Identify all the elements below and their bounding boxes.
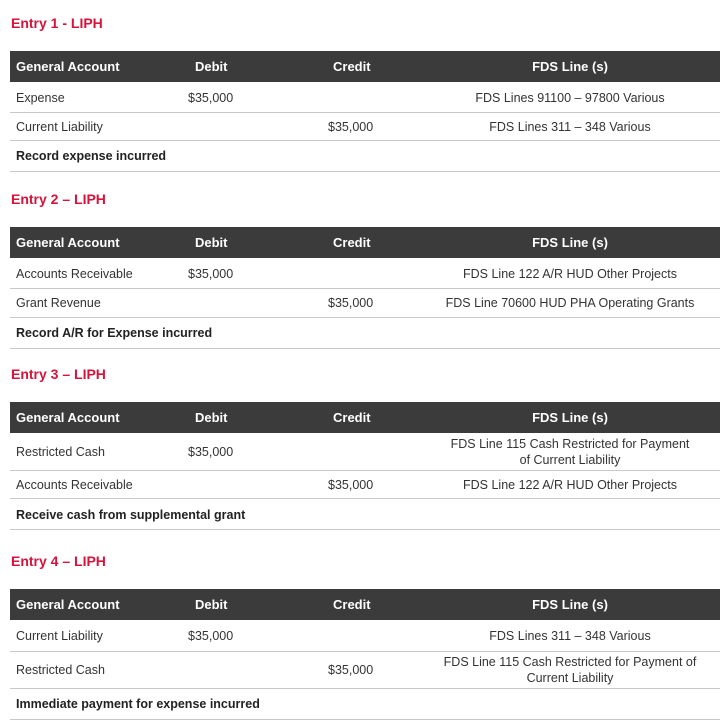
credit-cell: $35,000 [328,120,374,134]
fds-cell: FDS Lines 311 – 348 Various [489,629,651,643]
header-fds-line: FDS Line (s) [532,597,608,612]
table-row [10,113,720,141]
header-fds-line: FDS Line (s) [532,59,608,74]
table-row [10,471,720,499]
header-general-account: General Account [16,59,120,74]
table-row [10,258,720,289]
credit-cell: $35,000 [328,663,374,677]
account-cell: Current Liability [16,120,103,134]
account-cell: Grant Revenue [16,296,101,310]
debit-cell: $35,000 [188,629,234,643]
note-row [10,499,720,530]
table-header [10,227,720,258]
table-row [10,652,720,689]
header-credit: Credit [333,410,371,425]
account-cell: Restricted Cash [16,445,105,459]
account-cell: Accounts Receivable [16,267,133,281]
note-row [10,141,720,172]
fds-cell: FDS Line 115 Cash Restricted for Payment of Current Liability [450,437,690,467]
entry-1-title: Entry 1 - LIPH [11,15,103,31]
header-credit: Credit [333,59,371,74]
table-row [10,289,720,318]
table-header [10,589,720,620]
fds-cell: FDS Lines 91100 – 97800 Various [475,91,665,105]
entry-2-title: Entry 2 – LIPH [11,191,106,207]
entry-2-table [10,227,720,349]
header-debit: Debit [195,59,228,74]
account-cell: Current Liability [16,629,103,643]
note-row [10,689,720,720]
table-row [10,433,720,471]
entry-note: Immediate payment for expense incurred [16,697,260,711]
entry-3-title: Entry 3 – LIPH [11,366,106,382]
entry-4-table [10,589,720,720]
entry-note: Record A/R for Expense incurred [16,326,213,340]
table-row [10,82,720,113]
entry-note: Receive cash from supplemental grant [16,508,246,522]
header-credit: Credit [333,597,371,612]
entry-note: Record expense incurred [16,149,167,163]
fds-cell: FDS Line 122 A/R HUD Other Projects [463,478,677,492]
header-debit: Debit [195,235,228,250]
header-fds-line: FDS Line (s) [532,235,608,250]
header-debit: Debit [195,597,228,612]
entry-1-table [10,51,720,172]
debit-cell: $35,000 [188,445,234,459]
credit-cell: $35,000 [328,296,374,310]
entry-3-table [10,402,720,530]
header-credit: Credit [333,235,371,250]
fds-cell: FDS Line 115 Cash Restricted for Payment of Current Liability [443,655,697,685]
debit-cell: $35,000 [188,91,234,105]
table-header [10,402,720,433]
entry-4-title: Entry 4 – LIPH [11,553,106,569]
fds-cell: FDS Line 70600 HUD PHA Operating Grants [445,296,695,310]
account-cell: Restricted Cash [16,663,105,677]
table-header [10,51,720,82]
table-row [10,620,720,652]
fds-cell: FDS Lines 311 – 348 Various [489,120,651,134]
account-cell: Accounts Receivable [16,478,133,492]
debit-cell: $35,000 [188,267,234,281]
header-debit: Debit [195,410,228,425]
header-general-account: General Account [16,597,120,612]
header-general-account: General Account [16,235,120,250]
header-fds-line: FDS Line (s) [532,410,608,425]
account-cell: Expense [16,91,65,105]
header-general-account: General Account [16,410,120,425]
note-row [10,318,720,349]
fds-cell: FDS Line 122 A/R HUD Other Projects [463,267,677,281]
credit-cell: $35,000 [328,478,374,492]
